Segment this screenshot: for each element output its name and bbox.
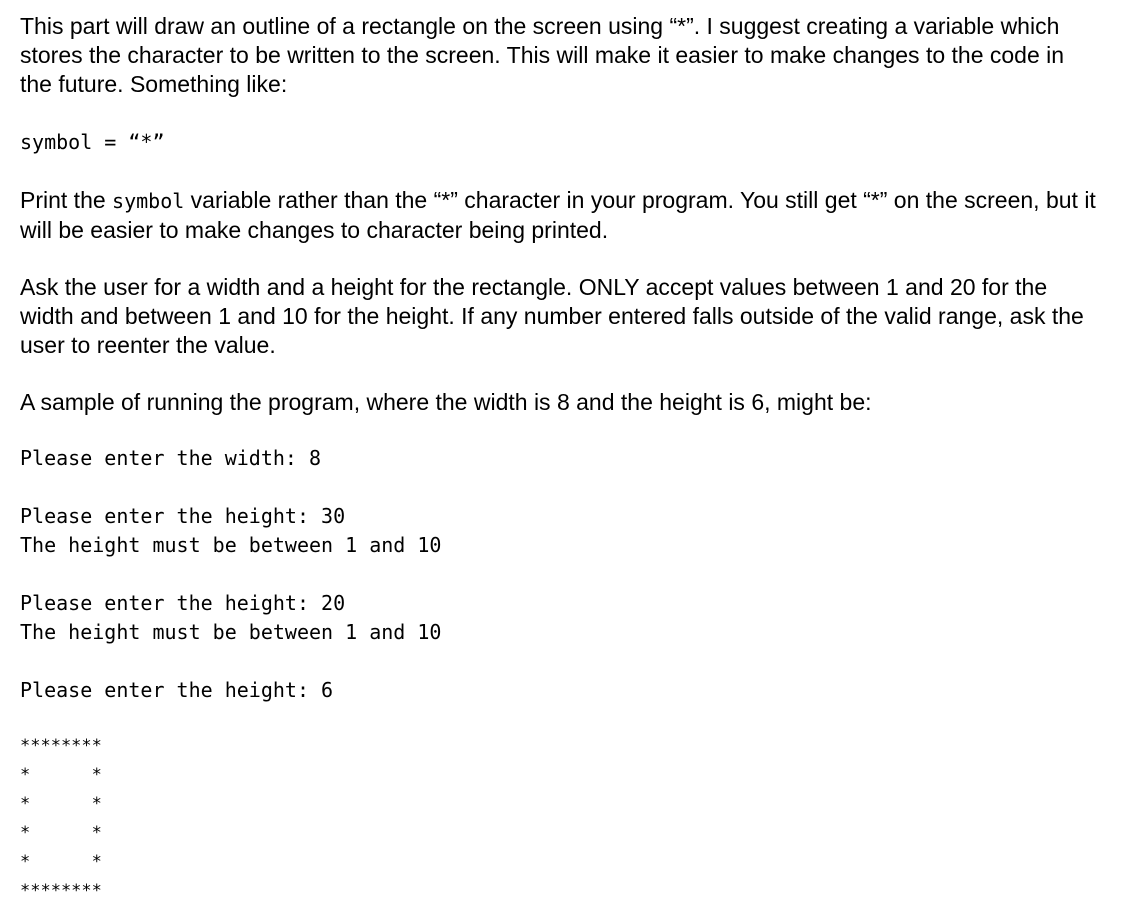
- symbol-code-example: symbol = “*”: [20, 130, 165, 154]
- output-line: Please enter the height: 30: [20, 504, 346, 528]
- output-line: Please enter the width: 8: [20, 446, 322, 470]
- output-line: Please enter the height: 6: [20, 678, 334, 702]
- inline-code-symbol: symbol: [112, 189, 185, 213]
- symbol-usage-paragraph: [20, 186, 1100, 245]
- rectangle-row: * *: [20, 823, 102, 843]
- rectangle-row: * *: [20, 765, 102, 785]
- rectangle-row: ********: [20, 736, 102, 756]
- para2-text-before: Print the: [20, 187, 113, 213]
- input-rules-paragraph: Ask the user for a width and a height for the rectangle. ONLY accept values between 1 and 20 for the width and between 1 and 10 for the height. If any number entered falls outside of the valid range, ask the user to reenter the value.: [20, 274, 1084, 358]
- output-line: The height must be between 1 and 10: [20, 620, 442, 644]
- rectangle-row: * *: [20, 852, 102, 872]
- intro-paragraph: This part will draw an outline of a rectangle on the screen using “*”. I suggest creating a variable which stores the character to be written to the screen. This will make it easier to make changes to the code in the future. Something like:: [20, 13, 1065, 97]
- sample-intro-paragraph: A sample of running the program, where the width is 8 and the height is 6, might be:: [20, 389, 872, 415]
- rectangle-row: ********: [20, 881, 102, 901]
- output-line: The height must be between 1 and 10: [20, 533, 442, 557]
- rectangle-row: * *: [20, 794, 102, 814]
- para2-text-after: variable rather than the “*” character in your program. You still get “*” on the screen, but it will be easier to make changes to character being printed.: [20, 187, 1096, 243]
- output-line: Please enter the height: 20: [20, 591, 346, 615]
